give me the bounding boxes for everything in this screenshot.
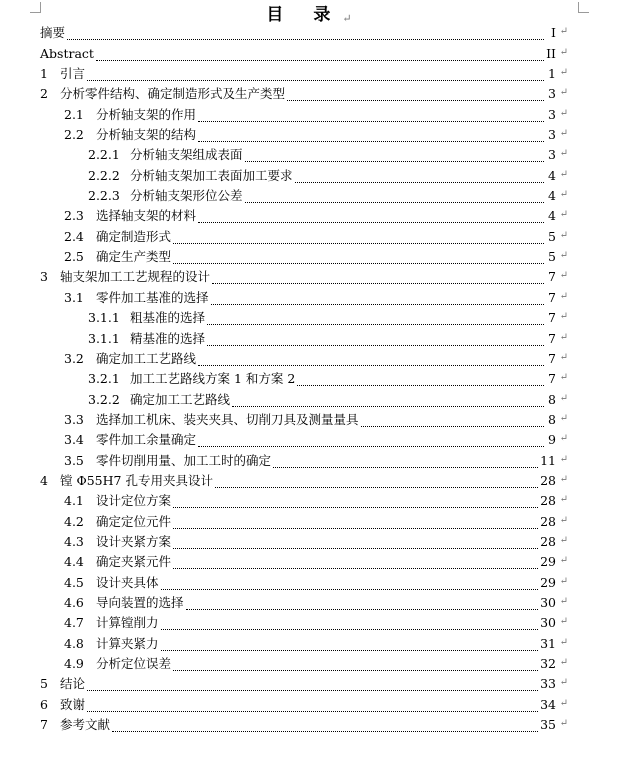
toc-entry-number: 7 (40, 717, 48, 733)
toc-entry[interactable] (40, 127, 568, 147)
toc-entry-number: 2.2.1 (88, 147, 120, 163)
toc-entry[interactable] (40, 188, 568, 208)
paragraph-mark-icon: ↵ (559, 128, 568, 140)
toc-entry-page: 32 (539, 654, 556, 674)
toc-entry[interactable] (40, 412, 568, 432)
toc-entry-page: 30 (539, 593, 556, 613)
toc-entry-number: 2.2.2 (88, 167, 120, 183)
paragraph-mark-icon: ↵ (559, 209, 568, 221)
toc-entry-label (64, 552, 172, 572)
toc-entry-number: 2.2 (64, 127, 84, 143)
dot-leader (207, 345, 544, 346)
paragraph-mark-icon: ↵ (559, 555, 568, 567)
dot-leader (173, 548, 544, 549)
toc-entry[interactable] (40, 66, 568, 86)
toc-entry-text: 导向装置的选择 (96, 594, 184, 610)
toc-entry-number: 2.1 (64, 106, 84, 122)
toc-entry-text: 加工工艺路线方案 1 和方案 2 (130, 371, 296, 387)
toc-entry-number: 1 (40, 66, 48, 82)
dot-leader (87, 711, 544, 712)
toc-entry-text: 确定夹紧元件 (96, 554, 172, 570)
toc-entry[interactable] (40, 656, 568, 676)
toc-entry-label (64, 349, 197, 369)
toc-entry-text: 分析轴支架的作用 (96, 106, 197, 122)
toc-entry-page: 7 (547, 308, 556, 328)
toc-entry-text: 设计夹紧方案 (96, 533, 172, 549)
toc-entry[interactable] (40, 717, 568, 737)
paragraph-mark-icon: ↵ (559, 250, 568, 262)
toc-entry-text: 零件切削用量、加工工时的确定 (96, 452, 272, 468)
toc-entry-number: 3.1 (64, 289, 84, 305)
paragraph-mark-icon: ↵ (559, 636, 568, 648)
toc-entry-label (64, 247, 172, 267)
dot-leader (361, 426, 544, 427)
toc-entry-label (64, 227, 172, 247)
toc-entry-page: II (545, 44, 556, 64)
dot-leader (173, 670, 544, 671)
paragraph-mark-icon: ↵ (559, 87, 568, 99)
toc-entry-label (40, 695, 86, 715)
toc-entry[interactable] (40, 615, 568, 635)
toc-entry-text: 设计定位方案 (96, 493, 172, 509)
toc-entry-label (64, 654, 172, 674)
table-of-contents (40, 25, 568, 737)
toc-entry-text: 确定加工工艺路线 (130, 391, 231, 407)
toc-entry[interactable] (40, 228, 568, 248)
toc-entry-label (64, 634, 160, 654)
toc-entry-label (40, 84, 286, 104)
toc-entry[interactable] (40, 208, 568, 228)
paragraph-mark-icon: ↵ (559, 351, 568, 363)
toc-entry[interactable] (40, 25, 568, 45)
toc-entry-text: 零件加工余量确定 (96, 432, 197, 448)
dot-leader (198, 141, 544, 142)
toc-entry-text: 确定加工工艺路线 (96, 350, 197, 366)
dot-leader (295, 182, 544, 183)
paragraph-mark-icon: ↵ (559, 311, 568, 323)
dot-leader (173, 568, 544, 569)
toc-entry-label (88, 390, 231, 410)
toc-entry-number: 4.9 (64, 656, 84, 671)
toc-entry-label (64, 125, 197, 145)
toc-entry-page: 34 (539, 695, 556, 715)
toc-entry[interactable] (40, 574, 568, 594)
toc-entry-text: 选择轴支架的材料 (96, 208, 197, 224)
dot-leader (173, 507, 544, 508)
toc-entry-text: 零件加工基准的选择 (96, 289, 209, 305)
paragraph-mark-icon: ↵ (559, 453, 568, 465)
paragraph-mark-icon: ↵ (559, 372, 568, 384)
dot-leader (67, 39, 544, 40)
paragraph-mark-icon: ↵ (559, 514, 568, 526)
paragraph-mark-icon: ↵ (559, 616, 568, 628)
dot-leader (198, 222, 544, 223)
toc-entry[interactable] (40, 473, 568, 493)
toc-entry-label (64, 288, 210, 308)
toc-entry-text: 结论 (60, 676, 86, 692)
toc-entry-number: 2.3 (64, 208, 84, 224)
paragraph-mark-icon: ↵ (559, 107, 568, 119)
toc-entry-page: 28 (539, 491, 556, 511)
dot-leader (198, 446, 544, 447)
toc-entry-text: 参考文献 (60, 717, 111, 733)
toc-entry-page: 3 (547, 84, 556, 104)
paragraph-mark-icon: ↵ (559, 331, 568, 343)
paragraph-mark-icon: ↵ (559, 229, 568, 241)
toc-entry-page: 4 (547, 186, 556, 206)
toc-entry-page: 8 (547, 390, 556, 410)
toc-entry-page: 7 (547, 349, 556, 369)
toc-entry-page: 7 (547, 267, 556, 287)
toc-entry-text: 致谢 (60, 696, 86, 712)
toc-entry-label (88, 166, 294, 186)
toc-entry-page: 28 (539, 512, 556, 532)
toc-entry-label (64, 430, 197, 450)
toc-entry-text: 设计夹具体 (96, 574, 159, 590)
toc-entry-label (64, 410, 360, 430)
dot-leader (173, 263, 544, 264)
toc-entry-page: 7 (547, 329, 556, 349)
toc-title-text: 目 录 (266, 5, 343, 25)
paragraph-mark-icon: ↵ (559, 534, 568, 546)
toc-entry-label (40, 44, 95, 64)
toc-entry-text: 分析轴支架加工表面加工要求 (130, 167, 293, 183)
dot-leader (161, 629, 544, 630)
toc-entry-text: 确定生产类型 (96, 249, 172, 265)
paragraph-mark-icon: ↵ (559, 718, 568, 730)
toc-entry-number: 3.1.1 (88, 310, 120, 326)
toc-entry-number: 4 (40, 472, 48, 488)
toc-entry[interactable] (40, 554, 568, 574)
toc-entry-number: 3.1.1 (88, 330, 120, 346)
toc-entry-text: 分析轴支架形位公差 (130, 188, 243, 204)
toc-entry[interactable] (40, 310, 568, 330)
toc-entry-number: 3.5 (64, 452, 84, 468)
toc-entry-label (88, 329, 206, 349)
toc-entry[interactable] (40, 513, 568, 533)
toc-entry-text: 选择加工机床、装夹夹具、切削刀具及测量量具 (96, 411, 359, 427)
toc-entry-label (64, 593, 185, 613)
dot-leader (207, 324, 544, 325)
paragraph-mark-icon: ↵ (559, 168, 568, 180)
toc-entry-number: 4.8 (64, 635, 84, 651)
toc-entry-label (64, 512, 172, 532)
toc-entry[interactable] (40, 534, 568, 554)
paragraph-mark-icon: ↵ (559, 46, 568, 58)
dot-leader (96, 60, 544, 61)
toc-entry-number: 3.2 (64, 350, 84, 366)
toc-entry-page: 28 (539, 532, 556, 552)
toc-entry-page: 30 (539, 613, 556, 633)
dot-leader (245, 202, 544, 203)
paragraph-mark-icon: ↵ (559, 595, 568, 607)
toc-entry-text: 计算夹紧力 (96, 635, 159, 651)
paragraph-mark-icon: ↵ (559, 575, 568, 587)
paragraph-mark-icon: ↵ (559, 290, 568, 302)
toc-entry-page: 29 (539, 552, 556, 572)
toc-entry-text: 轴支架加工工艺规程的设计 (60, 269, 211, 285)
dot-leader (173, 243, 544, 244)
dot-leader (297, 385, 544, 386)
toc-entry-text: Abstract (40, 45, 94, 61)
dot-leader (173, 528, 544, 529)
paragraph-mark-icon: ↵ (342, 12, 352, 25)
toc-entry-label (40, 715, 111, 735)
toc-entry-number: 3.2.1 (88, 371, 120, 387)
dot-leader (112, 731, 544, 732)
toc-entry-page: 8 (547, 410, 556, 430)
dot-leader (198, 365, 544, 366)
toc-entry-number: 4.1 (64, 493, 84, 509)
toc-entry-label (40, 674, 86, 694)
paragraph-mark-icon: ↵ (559, 67, 568, 79)
toc-entry-number: 3.4 (64, 432, 84, 448)
toc-entry-label (40, 471, 214, 491)
toc-entry-text: 计算镗削力 (96, 615, 159, 631)
paragraph-mark-icon: ↵ (559, 189, 568, 201)
toc-entry-page: 35 (539, 715, 556, 735)
toc-entry-number: 5 (40, 676, 48, 692)
toc-entry-text: 镗 Φ55H7 孔专用夹具设计 (60, 472, 213, 488)
toc-entry-number: 2 (40, 86, 48, 102)
dot-leader (212, 283, 544, 284)
toc-entry-label (88, 186, 244, 206)
toc-entry-text: 精基准的选择 (130, 330, 206, 346)
toc-entry-page: 9 (547, 430, 556, 450)
toc-entry-text: 分析轴支架的结构 (96, 127, 197, 143)
toc-entry[interactable] (40, 371, 568, 391)
toc-entry-number: 4.6 (64, 594, 84, 610)
toc-entry-label (64, 613, 160, 633)
toc-entry-page: 1 (547, 64, 556, 84)
dot-leader (211, 304, 544, 305)
paragraph-mark-icon: ↵ (559, 677, 568, 689)
dot-leader (198, 121, 544, 122)
toc-entry[interactable] (40, 452, 568, 472)
dot-leader (287, 100, 544, 101)
toc-entry-number: 2.2.3 (88, 188, 120, 204)
toc-entry-page: 4 (547, 166, 556, 186)
paragraph-mark-icon: ↵ (559, 473, 568, 485)
dot-leader (87, 80, 544, 81)
toc-entry-page: 31 (539, 634, 556, 654)
toc-entry-page: 28 (539, 471, 556, 491)
toc-entry-number: 4.2 (64, 513, 84, 529)
toc-entry-page: 5 (547, 247, 556, 267)
toc-entry-label (88, 145, 244, 165)
dot-leader (273, 467, 544, 468)
dot-leader (215, 487, 544, 488)
toc-entry-page: 4 (547, 206, 556, 226)
dot-leader (232, 406, 544, 407)
toc-entry-text: 摘要 (40, 25, 66, 41)
toc-entry-text: 引言 (60, 66, 86, 82)
dot-leader (245, 161, 544, 162)
toc-entry-page: 7 (547, 369, 556, 389)
toc-entry-label (64, 451, 272, 471)
toc-entry[interactable] (40, 167, 568, 187)
toc-entry-number: 6 (40, 696, 48, 712)
toc-entry-text: 分析定位误差 (96, 656, 172, 671)
toc-entry-number: 4.4 (64, 554, 84, 570)
toc-entry-page: 29 (539, 573, 556, 593)
toc-entry-text: 粗基准的选择 (130, 310, 206, 326)
dot-leader (186, 609, 544, 610)
toc-entry[interactable] (40, 269, 568, 289)
paragraph-mark-icon: ↵ (559, 657, 568, 668)
toc-entry[interactable] (40, 289, 568, 309)
toc-entry-label (40, 64, 86, 84)
toc-entry-page: I (550, 23, 556, 43)
toc-entry-label (64, 573, 160, 593)
toc-entry-number: 4.3 (64, 533, 84, 549)
toc-entry-page: 11 (539, 451, 556, 471)
toc-entry-page: 5 (547, 227, 556, 247)
paragraph-mark-icon: ↵ (559, 148, 568, 160)
toc-entry-text: 分析零件结构、确定制造形式及生产类型 (60, 86, 286, 102)
toc-entry-label (40, 23, 66, 43)
toc-entry[interactable] (40, 45, 568, 65)
toc-entry[interactable] (40, 351, 568, 371)
toc-entry-page: 33 (539, 674, 556, 694)
paragraph-mark-icon: ↵ (559, 494, 568, 506)
toc-entry-number: 3 (40, 269, 48, 285)
toc-entry-number: 3.2.2 (88, 391, 120, 407)
toc-entry-label (88, 308, 206, 328)
toc-entry-text: 确定定位元件 (96, 513, 172, 529)
dot-leader (161, 650, 544, 651)
paragraph-mark-icon: ↵ (559, 697, 568, 709)
paragraph-mark-icon: ↵ (559, 433, 568, 445)
toc-entry-number: 2.4 (64, 228, 84, 244)
toc-entry[interactable] (40, 330, 568, 350)
dot-leader (161, 589, 544, 590)
toc-entry-label (64, 532, 172, 552)
toc-entry-page: 3 (547, 145, 556, 165)
toc-entry[interactable] (40, 432, 568, 452)
toc-entry[interactable] (40, 635, 568, 655)
dot-leader (87, 690, 544, 691)
toc-entry[interactable] (40, 86, 568, 106)
paragraph-mark-icon: ↵ (559, 392, 568, 404)
toc-entry-label (40, 267, 211, 287)
toc-entry[interactable] (40, 391, 568, 411)
toc-entry[interactable] (40, 595, 568, 615)
toc-entry-page: 3 (547, 105, 556, 125)
toc-entry-page: 7 (547, 288, 556, 308)
toc-entry-label (64, 206, 197, 226)
toc-entry-label (64, 491, 172, 511)
toc-entry[interactable] (40, 147, 568, 167)
toc-entry-number: 2.5 (64, 249, 84, 265)
toc-entry-label (64, 105, 197, 125)
paragraph-mark-icon: ↵ (559, 270, 568, 282)
paragraph-mark-icon: ↵ (559, 26, 568, 38)
toc-entry[interactable] (40, 696, 568, 716)
toc-entry[interactable] (40, 249, 568, 269)
toc-entry-label (88, 369, 296, 389)
toc-entry-number: 4.7 (64, 615, 84, 631)
toc-entry-text: 确定制造形式 (96, 228, 172, 244)
toc-entry[interactable] (40, 676, 568, 696)
toc-entry[interactable] (40, 106, 568, 126)
toc-entry-number: 3.3 (64, 411, 84, 427)
paragraph-mark-icon: ↵ (559, 412, 568, 424)
toc-entry[interactable] (40, 493, 568, 513)
toc-entry-number: 4.5 (64, 574, 84, 590)
toc-entry-page: 3 (547, 125, 556, 145)
toc-entry-text: 分析轴支架组成表面 (130, 147, 243, 163)
